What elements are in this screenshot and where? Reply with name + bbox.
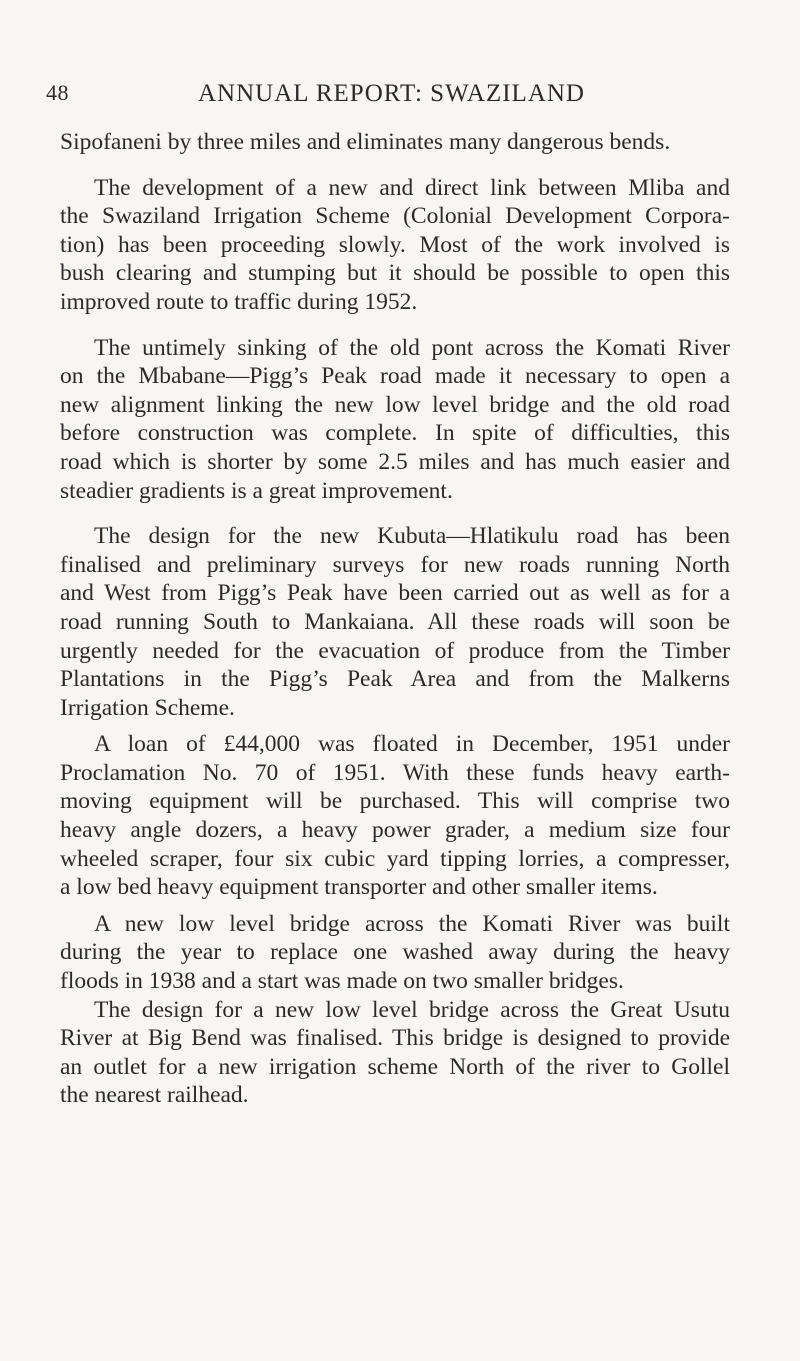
text-line: a low bed heavy equipment transporter and other smaller items.: [60, 874, 658, 901]
text-line: road running South to Mankaiana. All these roads will soon be: [60, 608, 730, 635]
text-line: during the year to replace one washed away during the heavy: [60, 939, 730, 966]
page-title: ANNUAL REPORT: SWAZILAND: [198, 80, 585, 107]
text-line: before construction was complete. In spite of difficulties, this: [60, 420, 730, 447]
text-line: The untimely sinking of the old pont across the Komati River: [94, 334, 730, 361]
text-line: wheeled scraper, four six cubic yard tipping lorries, a compresser,: [60, 845, 730, 872]
text-line: and West from Pigg’s Peak have been carried out as well as for a: [60, 580, 730, 607]
text-line: A loan of £44,000 was floated in December, 1951 under: [94, 731, 730, 758]
text-line: steadier gradients is a great improvement.: [60, 477, 453, 504]
text-line: finalised and preliminary surveys for new roads running North: [60, 551, 730, 578]
text-line: heavy angle dozers, a heavy power grader, a medium size four: [60, 817, 730, 844]
text-line: improved route to traffic during 1952.: [60, 288, 418, 315]
text-line: Sipofaneni by three miles and eliminates many dangerous bends.: [60, 129, 671, 155]
text-line: moving equipment will be purchased. This will comprise two: [60, 788, 730, 815]
text-line: tion) has been proceeding slowly. Most of the work involved is: [60, 231, 730, 258]
text-line: The design for the new Kubuta—Hlatikulu road has been: [94, 523, 730, 550]
text-line: urgently needed for the evacuation of produce from the Timber: [60, 637, 730, 664]
text-line: new alignment linking the new low level bridge and the old road: [60, 391, 730, 418]
text-line: The design for a new low level bridge across the Great Usutu: [94, 996, 730, 1023]
text-line: River at Big Bend was finalised. This bridge is designed to provide: [60, 1025, 730, 1052]
running-head: [46, 80, 646, 114]
text-line: road which is shorter by some 2.5 miles and has much easier and: [60, 448, 730, 475]
text-line: floods in 1938 and a start was made on two smaller bridges.: [60, 968, 624, 995]
text-line: bush clearing and stumping but it should be possible to open this: [60, 260, 730, 287]
text-line: Proclamation No. 70 of 1951. With these funds heavy earth-: [60, 759, 730, 786]
page-number: 48: [46, 80, 69, 105]
text-line: The development of a new and direct link between Mliba and: [94, 174, 730, 201]
body-text: [60, 128, 730, 1110]
text-line: the nearest railhead.: [60, 1082, 249, 1109]
text-line: Plantations in the Pigg’s Peak Area and from the Malkerns: [60, 666, 730, 693]
text-line: A new low level bridge across the Komati River was built: [94, 910, 730, 937]
text-line: Irrigation Scheme.: [60, 694, 235, 721]
text-line: an outlet for a new irrigation scheme North of the river to Gollel: [60, 1053, 730, 1080]
text-line: on the Mbabane—Pigg’s Peak road made it necessary to open a: [60, 363, 730, 390]
text-line: the Swaziland Irrigation Scheme (Colonial Development Corpora-: [60, 203, 730, 230]
